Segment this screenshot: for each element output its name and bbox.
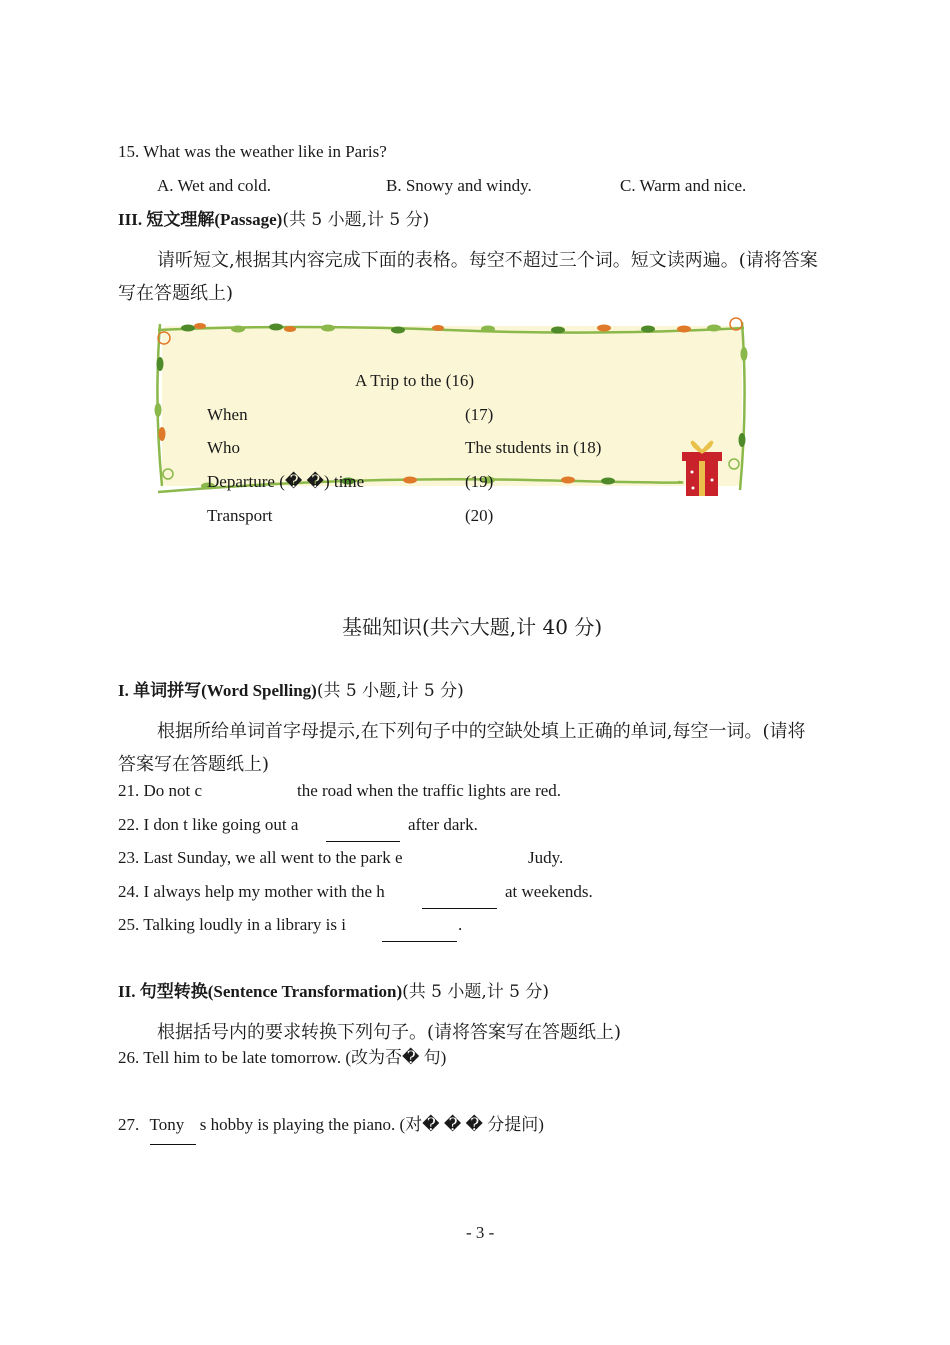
item-25-after: . bbox=[458, 915, 463, 934]
section-2-heading bbox=[118, 981, 549, 1003]
section-2-instruction: 根据括号内的要求转换下列句子。(请将答案写在答题纸上) bbox=[157, 1022, 622, 1043]
section-3-heading bbox=[118, 209, 429, 231]
item-27 bbox=[118, 1114, 544, 1145]
section-1-heading bbox=[118, 680, 464, 702]
item-22-after: after dark. bbox=[408, 815, 478, 834]
item-21-before: 21. Do not c bbox=[118, 781, 203, 800]
table-label-when: When bbox=[207, 405, 248, 424]
section-2-heading-bold: II. 句型转换(Sentence Transformation) bbox=[118, 982, 403, 1001]
section-1-heading-score: (共 5 小题,计 5 分) bbox=[316, 681, 464, 701]
item-24-before: 24. I always help my mother with the h bbox=[118, 882, 385, 901]
table-value-when: (17) bbox=[465, 405, 494, 424]
answer-blank-25 bbox=[382, 941, 457, 942]
item-23-after: Judy. bbox=[528, 848, 564, 867]
table-value-who: The students in (18) bbox=[465, 438, 602, 457]
option-c: C. Warm and nice. bbox=[620, 176, 747, 195]
item-27-underlined: Tony bbox=[150, 1114, 196, 1145]
section-3-heading-score: (共 5 小题,计 5 分) bbox=[282, 210, 430, 230]
section-3-instruction-1: 请听短文,根据其内容完成下面的表格。每空不超过三个词。短文读两遍。(请将答案 bbox=[157, 250, 818, 271]
basics-title: 基础知识(共六大题,计 40 分) bbox=[342, 615, 603, 639]
answer-blank-22 bbox=[326, 841, 400, 842]
item-22-before: 22. I don t like going out a bbox=[118, 815, 299, 834]
item-27-rest: s hobby is playing the piano. (对� � � 分提问) bbox=[199, 1115, 544, 1134]
answer-blank-24 bbox=[422, 908, 497, 909]
table-label-transport: Transport bbox=[207, 506, 273, 525]
section-1-heading-bold: I. 单词拼写(Word Spelling) bbox=[118, 681, 317, 700]
item-26: 26. Tell him to be late tomorrow. (改为否� 句) bbox=[118, 1048, 447, 1067]
table-label-departure: Departure (� �) time bbox=[207, 472, 365, 491]
section-1-instruction-1: 根据所给单词首字母提示,在下列句子中的空缺处填上正确的单词,每空一词。(请将 bbox=[157, 721, 806, 742]
item-25-before: 25. Talking loudly in a library is i bbox=[118, 915, 346, 934]
item-23-before: 23. Last Sunday, we all went to the park e bbox=[118, 848, 403, 867]
item-24-after: at weekends. bbox=[505, 882, 593, 901]
table-value-transport: (20) bbox=[465, 506, 494, 525]
page-number: - 3 - bbox=[466, 1223, 495, 1242]
option-b: B. Snowy and windy. bbox=[386, 176, 532, 195]
table-title: A Trip to the (16) bbox=[355, 371, 475, 390]
table-label-who: Who bbox=[207, 438, 241, 457]
table-value-departure: (19) bbox=[465, 472, 494, 491]
section-2-heading-score: (共 5 小题,计 5 分) bbox=[402, 982, 550, 1002]
section-3-instruction-2: 写在答题纸上) bbox=[118, 283, 234, 304]
section-1-instruction-2: 答案写在答题纸上) bbox=[118, 754, 270, 775]
item-21-after: the road when the traffic lights are red. bbox=[297, 781, 562, 800]
question-15: 15. What was the weather like in Paris? bbox=[118, 142, 387, 161]
section-3-heading-bold: III. 短文理解(Passage) bbox=[118, 210, 283, 229]
option-a: A. Wet and cold. bbox=[157, 176, 271, 195]
item-27-number: 27. bbox=[118, 1115, 140, 1134]
